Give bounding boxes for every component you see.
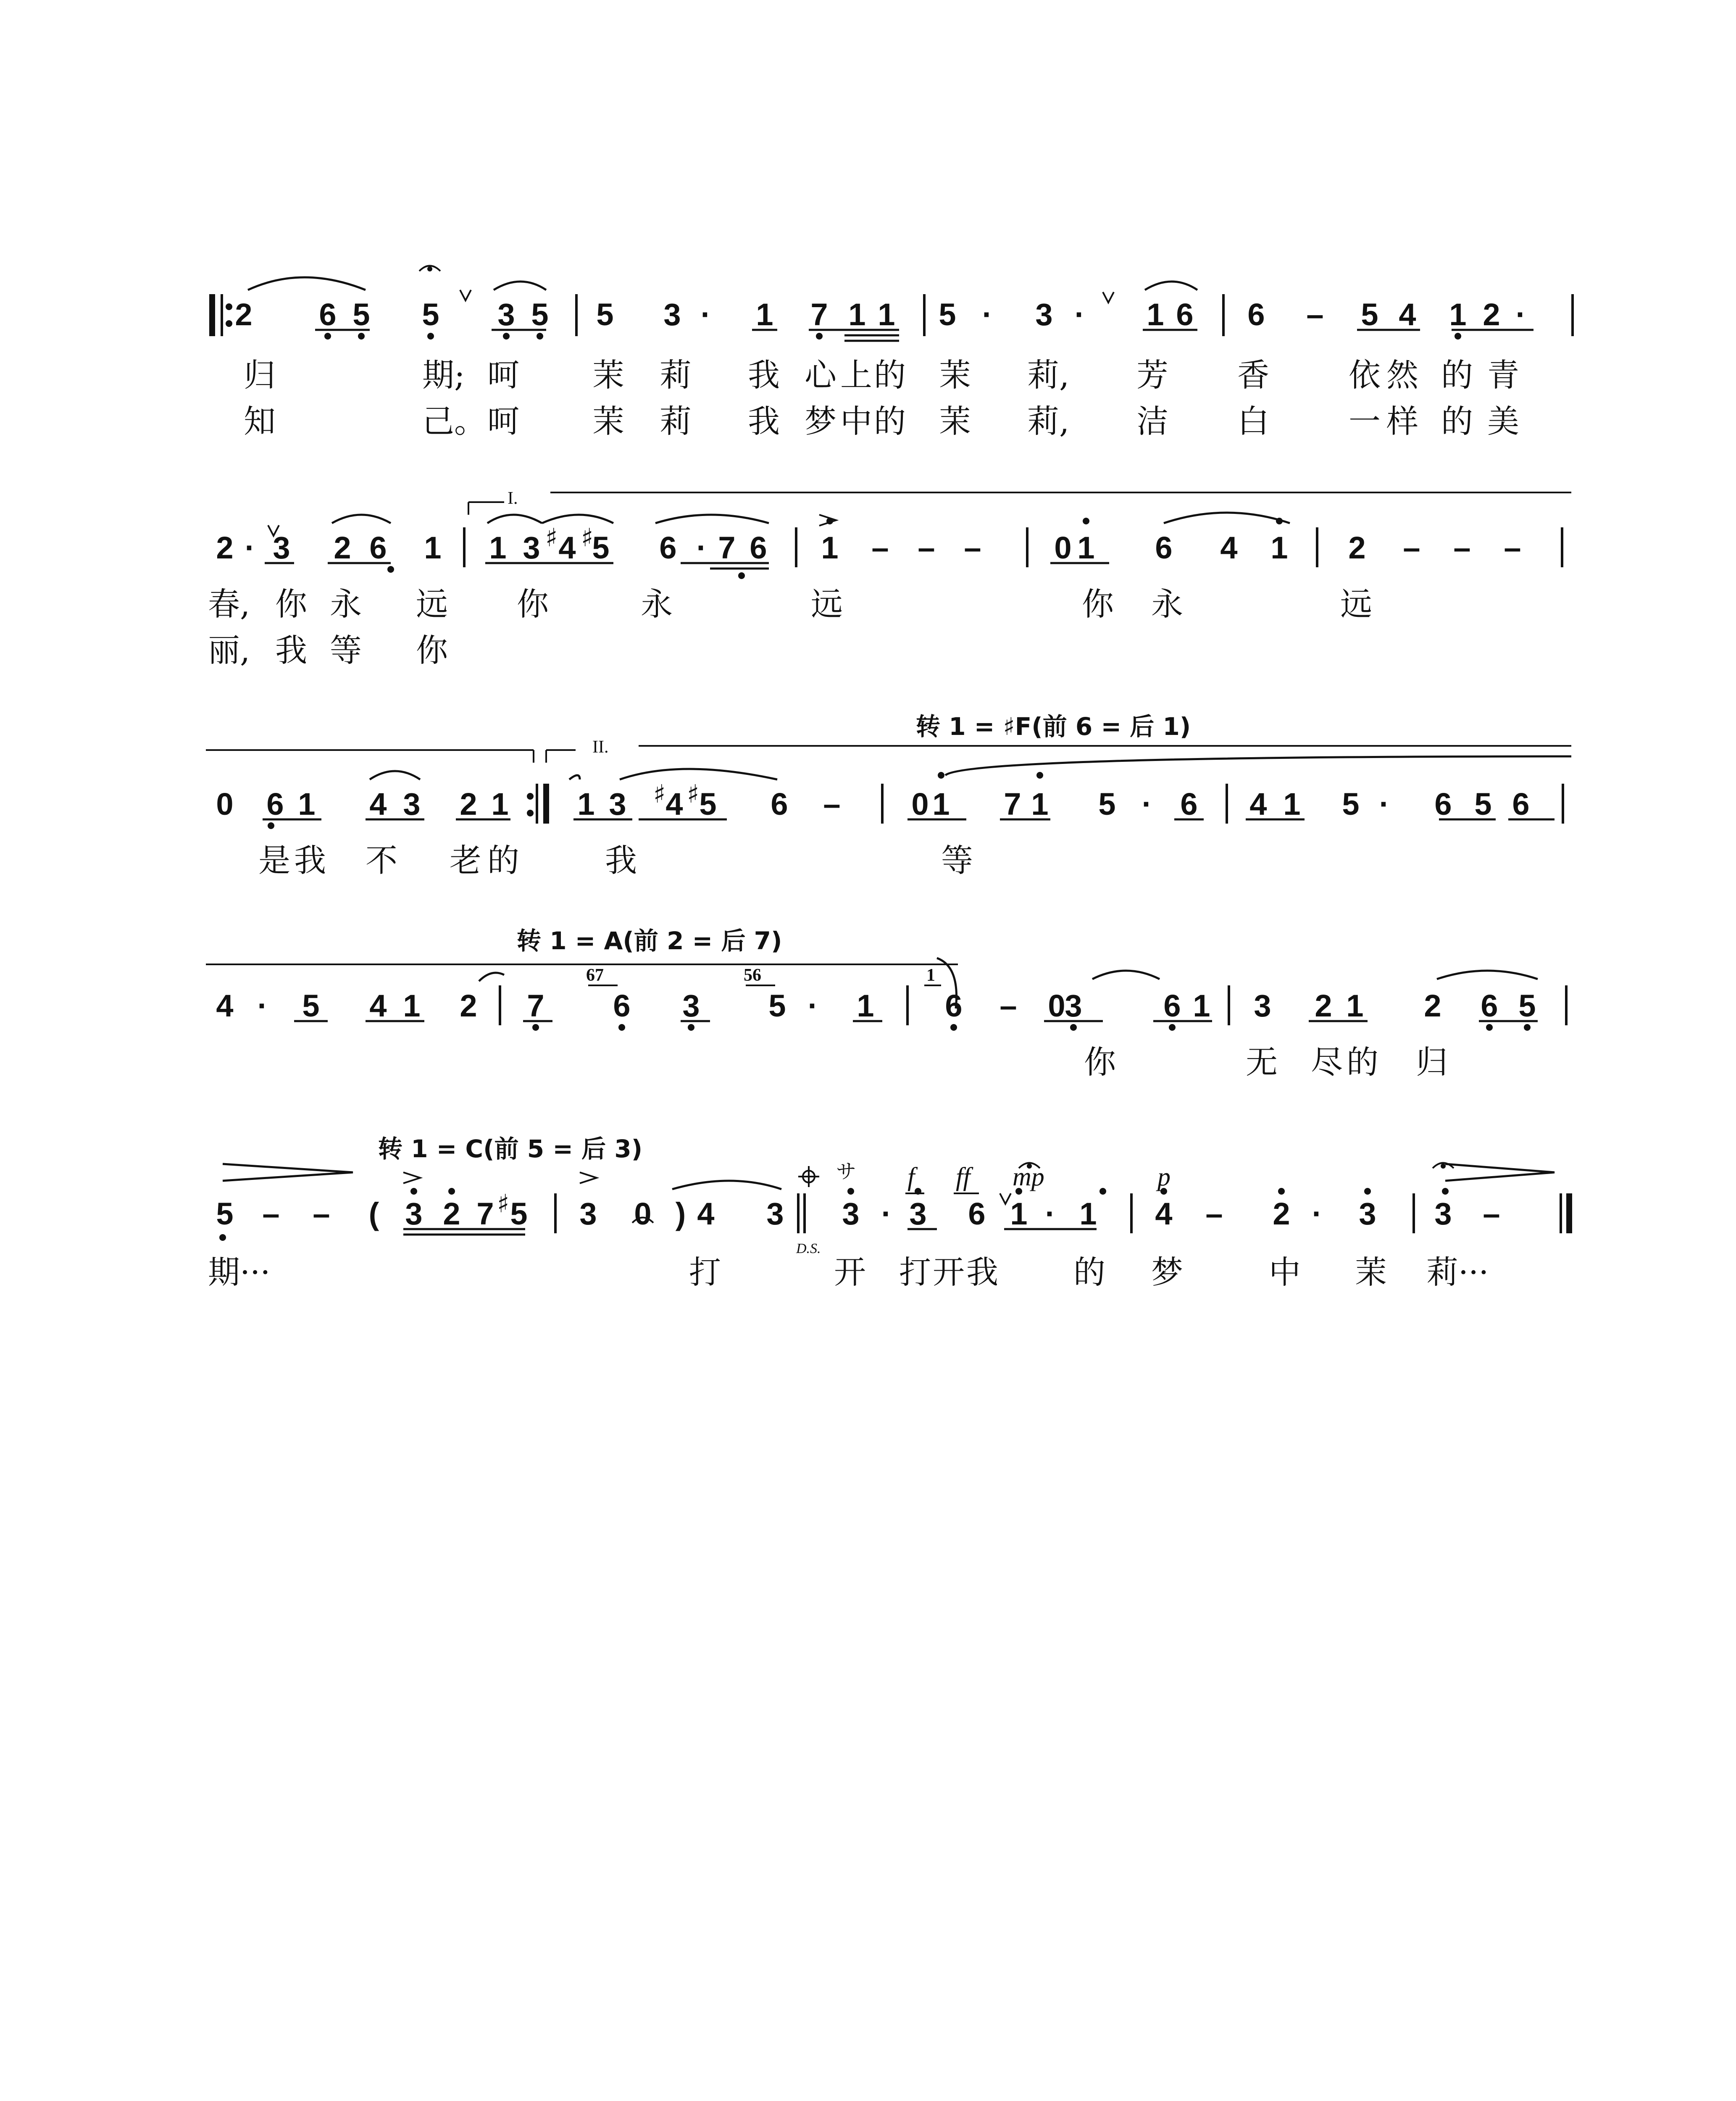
- row2-barlines: [464, 523, 1562, 567]
- lyric: 我: [748, 356, 780, 394]
- note: 5: [768, 988, 786, 1023]
- note: 1: [489, 530, 507, 565]
- note-dash: –: [871, 530, 889, 565]
- note: 2: [443, 1196, 460, 1231]
- note: 2: [235, 297, 253, 332]
- lyric: 样: [1386, 403, 1418, 440]
- note: 7: [810, 297, 828, 332]
- note: 1: [491, 787, 509, 821]
- note: 4: [665, 787, 683, 821]
- lyric: 青: [1487, 356, 1519, 394]
- lyric: 远: [416, 585, 448, 623]
- note-dash: –: [1504, 530, 1521, 565]
- note: 6: [659, 530, 677, 565]
- note: 1: [821, 530, 839, 565]
- lyric: 莉: [660, 403, 692, 440]
- lyric: 期···: [208, 1253, 271, 1291]
- note: 3: [842, 1196, 860, 1231]
- sharp-sign: ♯: [653, 779, 666, 809]
- note: 1: [1077, 530, 1095, 565]
- note-dash: –: [1000, 988, 1017, 1023]
- note: 1: [1147, 297, 1164, 332]
- note: 2: [460, 988, 477, 1023]
- note: 3: [909, 1196, 927, 1231]
- lyric: 然: [1386, 356, 1418, 394]
- note: 1: [1270, 530, 1288, 565]
- lyric: 的: [874, 403, 906, 440]
- note: 5: [352, 297, 370, 332]
- lyric: 中: [1269, 1253, 1301, 1291]
- lyric: 归: [1416, 1043, 1448, 1081]
- note: 6: [613, 988, 631, 1023]
- key-change-label: 转 1 = ♯F(前 6 = 后 1): [916, 712, 1191, 741]
- note: 5: [302, 988, 320, 1023]
- lyric: 香: [1237, 356, 1269, 394]
- note: 5: [1518, 988, 1536, 1023]
- lyric: 芳: [1136, 356, 1168, 394]
- note: 5: [1342, 787, 1360, 821]
- note: 6: [945, 988, 963, 1023]
- note: 7: [527, 988, 544, 1023]
- note: 5: [422, 297, 439, 332]
- note-dot: ·: [881, 1196, 892, 1231]
- note: 7: [1004, 787, 1021, 821]
- fermatas: [419, 266, 1454, 1223]
- lyric: 你: [275, 585, 307, 623]
- dynamic-marking: mp: [1013, 1163, 1044, 1191]
- lyric: 的: [1441, 356, 1473, 394]
- note: 5: [1098, 787, 1116, 821]
- note: 2: [1315, 988, 1332, 1023]
- row3-slurs: [370, 756, 1571, 779]
- lyric: 我: [605, 842, 637, 879]
- note: 7: [718, 530, 736, 565]
- lyric: 永: [1151, 585, 1183, 623]
- sharp-sign: ♯: [545, 523, 558, 553]
- lyric: 一: [1349, 403, 1381, 440]
- lyric: 的: [1073, 1253, 1105, 1291]
- lyric: 我: [748, 403, 780, 440]
- paren-close: ): [675, 1196, 686, 1231]
- note-dot: ·: [1074, 297, 1085, 332]
- note-dash: –: [1483, 1196, 1500, 1231]
- row2-volta: [468, 489, 1571, 515]
- lyric: 茉: [592, 403, 624, 440]
- note: 6: [1176, 297, 1194, 332]
- dal-segno-label: D.S.: [796, 1241, 821, 1256]
- note: 3: [609, 787, 626, 821]
- lyric: 打: [689, 1253, 721, 1291]
- row5-coda: [798, 1166, 819, 1187]
- note: 5: [1474, 787, 1492, 821]
- lyric: 期;: [422, 356, 465, 394]
- free-tempo-mark: サ: [836, 1161, 857, 1183]
- note: 3: [1035, 297, 1053, 332]
- note-dash: –: [823, 787, 841, 821]
- note: 2: [216, 530, 234, 565]
- sharp-sign: ♯: [687, 779, 700, 809]
- lyric: 春,: [208, 585, 250, 623]
- grace-note: 1: [926, 966, 935, 985]
- note: 1: [756, 297, 773, 332]
- note: 2: [1273, 1196, 1290, 1231]
- note: 3: [273, 530, 290, 565]
- note: 1: [1193, 988, 1210, 1023]
- note-dot: ·: [1515, 297, 1526, 332]
- note: 5: [216, 1196, 234, 1231]
- lyric: 无: [1246, 1043, 1278, 1081]
- note: 4: [216, 988, 234, 1023]
- lyric: 莉: [660, 356, 692, 394]
- note: 6: [1247, 297, 1265, 332]
- note-dot: ·: [1045, 1196, 1056, 1231]
- note-dash: –: [313, 1196, 330, 1231]
- note: 4: [1399, 297, 1416, 332]
- note-dot: ·: [1379, 787, 1390, 821]
- dynamic-marking: p: [1157, 1163, 1170, 1191]
- note: 4: [369, 787, 387, 821]
- lyric: 你: [1082, 585, 1114, 623]
- note: 5: [596, 297, 614, 332]
- lyric: 丽,: [208, 632, 250, 669]
- lyric: 心: [805, 356, 836, 394]
- lyric: 你: [517, 585, 549, 623]
- note: 2: [1483, 297, 1500, 332]
- lyric: 打: [899, 1253, 931, 1291]
- note: 1: [857, 988, 874, 1023]
- lyric: 知: [244, 403, 276, 440]
- note: 6: [369, 530, 387, 565]
- note: 3: [1254, 988, 1271, 1023]
- lyric: 你: [1084, 1043, 1116, 1081]
- note: 6: [968, 1196, 986, 1231]
- note: 3: [1434, 1196, 1452, 1231]
- note-dash: –: [918, 530, 935, 565]
- note: 4: [558, 530, 576, 565]
- note: 0: [1054, 530, 1072, 565]
- key-change-label: 转 1 = C(前 5 = 后 3): [378, 1135, 643, 1163]
- note: 4: [1220, 530, 1238, 565]
- note-dash: –: [1306, 297, 1324, 332]
- lyric: 依: [1349, 356, 1381, 394]
- note: 3: [1065, 988, 1082, 1023]
- row5-slurs: [672, 1181, 781, 1189]
- note: 1: [848, 297, 866, 332]
- note: 5: [510, 1196, 528, 1231]
- lyric: 开: [933, 1253, 965, 1291]
- lyric: 莉,: [1027, 403, 1070, 440]
- note: 6: [1180, 787, 1198, 821]
- lyric: 永: [641, 585, 673, 623]
- note: 6: [1434, 787, 1452, 821]
- note-dot: ·: [257, 988, 268, 1023]
- note-dash: –: [262, 1196, 280, 1231]
- volta-2-label: II.: [592, 737, 609, 757]
- note: 4: [697, 1196, 715, 1231]
- lyric: 的: [1441, 403, 1473, 440]
- note-dot: ·: [1312, 1196, 1323, 1231]
- lyric: 是: [258, 842, 290, 879]
- note: 0: [1048, 988, 1065, 1023]
- lyric: 我: [294, 842, 326, 879]
- lyric: 茉: [1355, 1253, 1387, 1291]
- note: 5: [592, 530, 610, 565]
- note: 2: [460, 787, 477, 821]
- lyric: 茉: [939, 403, 971, 440]
- row4-slurs: [479, 971, 1538, 981]
- lyric: 梦: [805, 403, 836, 440]
- note: 1: [403, 988, 421, 1023]
- note: 1: [1449, 297, 1467, 332]
- note: 2: [1348, 530, 1366, 565]
- note: 3: [403, 787, 421, 821]
- note: 5: [1361, 297, 1378, 332]
- lyric: 呵: [487, 356, 519, 394]
- note: 5: [531, 297, 549, 332]
- sharp-sign: ♯: [581, 523, 594, 553]
- lyric: 白: [1237, 403, 1269, 440]
- note: 5: [699, 787, 717, 821]
- lyric: 茉: [939, 356, 971, 394]
- note: 0: [216, 787, 234, 821]
- row5-hairpins: [223, 1161, 1555, 1183]
- lyric: 远: [1340, 585, 1372, 623]
- lyric: 远: [811, 585, 843, 623]
- note: 1: [298, 787, 316, 821]
- dynamic-marking: ff: [956, 1163, 971, 1191]
- note: 1: [1346, 988, 1364, 1023]
- note: 1: [424, 530, 442, 565]
- note: 3: [766, 1196, 784, 1231]
- note: 0: [634, 1196, 652, 1231]
- note-dot: ·: [1142, 787, 1152, 821]
- note: 5: [939, 297, 956, 332]
- lyric: 我: [966, 1253, 998, 1291]
- lyric: 你: [416, 632, 448, 669]
- lyric: 莉,: [1027, 356, 1070, 394]
- key-change-label: 转 1 = A(前 2 = 后 7): [517, 927, 782, 955]
- note-dot: ·: [700, 297, 711, 332]
- lyric: 不: [366, 842, 397, 879]
- lyric: 我: [275, 632, 307, 669]
- row3-lines: [206, 746, 1571, 763]
- note: 1: [1010, 1196, 1028, 1231]
- note: 3: [405, 1196, 423, 1231]
- note: 3: [663, 297, 681, 332]
- note: 6: [1512, 787, 1530, 821]
- note: 3: [1359, 1196, 1376, 1231]
- lyric: 茉: [592, 356, 624, 394]
- dynamic-marking: f: [907, 1163, 915, 1191]
- lyric: 莉···: [1426, 1253, 1489, 1291]
- note: 6: [1481, 988, 1498, 1023]
- row4-barlines: [500, 985, 1566, 1025]
- note-dot: ·: [808, 988, 818, 1023]
- row2-slurs: [332, 513, 1290, 523]
- lyric: 等: [330, 632, 362, 669]
- lyric: 永: [330, 585, 362, 623]
- grace-note: 56: [744, 966, 761, 985]
- note: 4: [369, 988, 387, 1023]
- note: 1: [1283, 787, 1301, 821]
- row5-underlines: [403, 1229, 1097, 1235]
- note: 1: [1079, 1196, 1097, 1231]
- note-dot: ·: [982, 297, 993, 332]
- note-dash: –: [1403, 530, 1420, 565]
- lyric: 开: [834, 1253, 866, 1291]
- note: 7: [476, 1196, 494, 1231]
- note: 1: [932, 787, 950, 821]
- note: 6: [1163, 988, 1181, 1023]
- note: 1: [577, 787, 595, 821]
- note: 3: [682, 988, 700, 1023]
- row1-slurs: [248, 277, 1197, 290]
- note: 6: [319, 297, 337, 332]
- note: 1: [1031, 787, 1049, 821]
- lyric: 的: [1347, 1043, 1378, 1081]
- lyric: 中: [840, 403, 872, 440]
- note-dash: –: [964, 530, 981, 565]
- lyric: 等: [941, 842, 973, 879]
- sharp-sign: ♯: [497, 1189, 510, 1219]
- note-dot: ·: [245, 530, 255, 565]
- lyric: 上: [840, 356, 872, 394]
- note: 3: [497, 297, 515, 332]
- lyric: 的: [487, 842, 519, 879]
- lyric: 洁: [1136, 403, 1168, 440]
- note-dash: –: [1453, 530, 1471, 565]
- note: 6: [266, 787, 284, 821]
- volta-1-label: I.: [508, 489, 518, 508]
- note: 4: [1249, 787, 1267, 821]
- note: 6: [1155, 530, 1173, 565]
- lyric: 梦: [1151, 1253, 1183, 1291]
- note: 4: [1155, 1196, 1173, 1231]
- note: 6: [750, 530, 767, 565]
- note: 2: [334, 530, 351, 565]
- paren-open: (: [368, 1196, 379, 1231]
- note: 3: [523, 530, 540, 565]
- note-dot: ·: [696, 530, 707, 565]
- note: 0: [911, 787, 929, 821]
- lyric: 美: [1487, 403, 1519, 440]
- lyric: 归: [244, 356, 276, 394]
- grace-note: 67: [586, 966, 604, 985]
- note-dash: –: [1205, 1196, 1223, 1231]
- lyric: 的: [874, 356, 906, 394]
- lyric: 尽: [1311, 1043, 1343, 1081]
- lyric: 己。: [422, 403, 486, 440]
- note: 2: [1424, 988, 1441, 1023]
- lyric: 呵: [487, 403, 519, 440]
- note: 6: [771, 787, 788, 821]
- lyric: 老: [450, 842, 481, 879]
- note: 3: [579, 1196, 597, 1231]
- note: 1: [878, 297, 895, 332]
